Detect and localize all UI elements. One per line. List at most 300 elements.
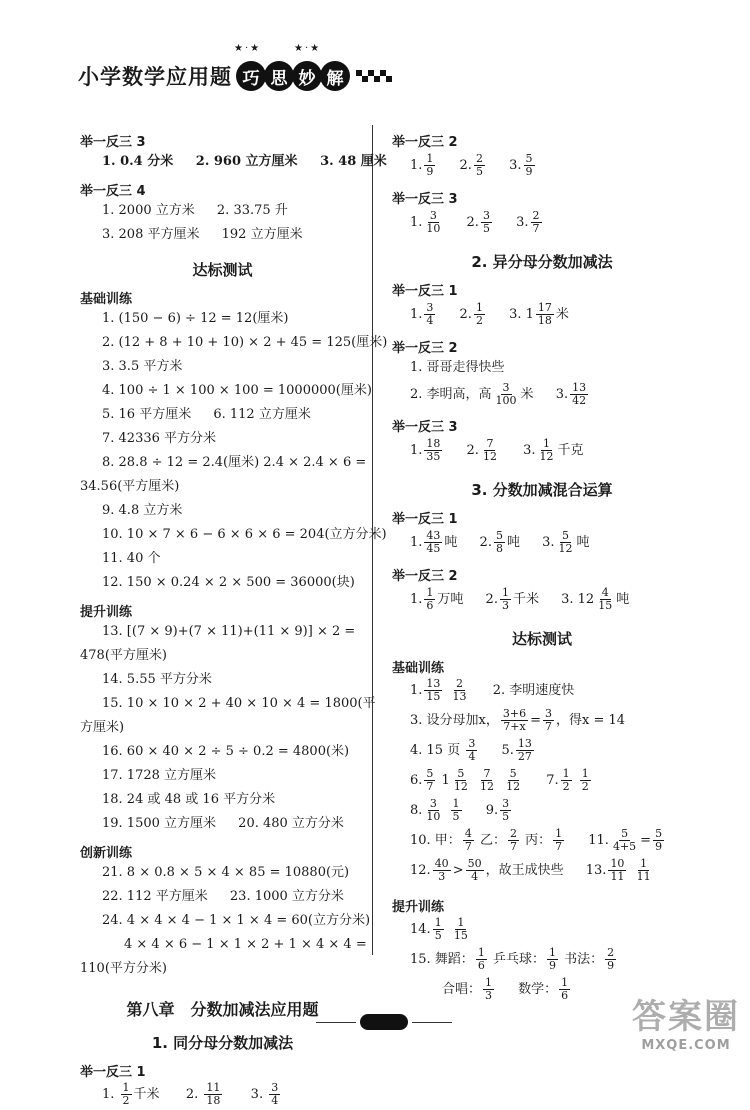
answer-line: 1. $\frac{1}{6}$ 万吨 2. $\frac{1}{3}$ 千米 3. 12 $\frac{4}{15}$ 吨 bbox=[410, 586, 630, 612]
numerator: 2 bbox=[456, 677, 464, 690]
fraction bbox=[424, 210, 442, 235]
numerator: 1 bbox=[543, 437, 550, 450]
answer: 23. 1000 立方分米 bbox=[229, 889, 344, 904]
answer: 14. bbox=[410, 922, 431, 937]
answer: 2. 960 立方厘米 bbox=[195, 154, 298, 169]
answer-line bbox=[392, 945, 692, 975]
denominator: 12 bbox=[479, 780, 494, 793]
denominator: 18 bbox=[206, 1094, 221, 1107]
section-heading: 提升训练 bbox=[80, 605, 133, 620]
answer: ，故王成快些 bbox=[485, 863, 564, 878]
answer-line: 4. 100 ÷ 1 × 100 × 100 = 1000000(厘米) bbox=[102, 383, 372, 398]
numerator: 5 bbox=[562, 529, 570, 542]
numerator: 5 bbox=[621, 827, 629, 840]
denominator: 9 bbox=[548, 959, 556, 972]
fraction bbox=[483, 977, 494, 1002]
answer: 合唱： bbox=[442, 982, 482, 997]
denominator: 100 bbox=[495, 394, 517, 407]
denominator: 18 bbox=[537, 314, 552, 327]
numerator: 3 bbox=[502, 381, 510, 394]
test-heading: 达标测试 bbox=[511, 630, 572, 648]
fraction bbox=[500, 798, 511, 823]
checker-decoration bbox=[356, 70, 392, 82]
page-footer bbox=[312, 1014, 456, 1030]
unit: 万吨 bbox=[437, 592, 464, 607]
answer: 5. bbox=[501, 743, 514, 758]
header-ball-group bbox=[234, 43, 348, 91]
numerator: 43 bbox=[426, 529, 441, 542]
denominator: 3 bbox=[438, 870, 446, 883]
answer-line: 24. 4 × 4 × 4 − 1 × 1 × 4 = 60(立方分米) bbox=[102, 913, 371, 928]
fraction bbox=[424, 678, 442, 703]
denominator: 4+5 bbox=[612, 840, 637, 853]
answer-line: 2. 李明高，高 $\frac{3}{100}$ 米 3. $\frac{13}{42}$ bbox=[410, 381, 587, 407]
answer: 7. bbox=[546, 773, 559, 788]
denominator: 9 bbox=[525, 165, 533, 178]
denominator: 3 bbox=[485, 989, 493, 1002]
answer: 数学： bbox=[518, 982, 558, 997]
fraction bbox=[580, 768, 591, 793]
numerator: 5 bbox=[655, 827, 663, 840]
answer: 15. 舞蹈： bbox=[410, 952, 474, 967]
page-header bbox=[78, 43, 392, 94]
denominator: 42 bbox=[572, 394, 587, 407]
numerator: 3 bbox=[271, 1081, 279, 1094]
fraction bbox=[508, 828, 519, 853]
star-icon: ★·★ bbox=[294, 43, 322, 54]
header-ball: 解 bbox=[320, 61, 350, 91]
answer: 书法： bbox=[564, 952, 604, 967]
fraction bbox=[494, 382, 519, 407]
fraction bbox=[451, 798, 462, 823]
fraction bbox=[561, 768, 572, 793]
numerator: 1 bbox=[426, 586, 434, 599]
denominator: 45 bbox=[426, 542, 441, 555]
answer: 192 立方厘米 bbox=[221, 227, 303, 242]
fraction bbox=[570, 382, 588, 407]
fraction bbox=[524, 153, 535, 178]
answer: 2. 33.75 升 bbox=[216, 203, 288, 218]
answer: 13. bbox=[585, 863, 607, 878]
denominator: 7 bbox=[555, 840, 563, 853]
equals: = bbox=[530, 713, 541, 728]
answer-line bbox=[80, 403, 365, 427]
answer-line bbox=[80, 199, 365, 223]
fraction bbox=[424, 587, 435, 612]
denominator: 5 bbox=[452, 810, 460, 823]
answer-line: 1. $\frac{43}{45}$ 吨 2. $\frac{5}{8}$ 吨 3. $\frac{5}{12}$ 吨 bbox=[410, 529, 590, 555]
answer: 1. 0.4 分米 bbox=[102, 154, 174, 169]
fraction bbox=[466, 738, 477, 763]
whole-number: 1 bbox=[441, 773, 450, 788]
answer-line: 9. 4.8 立方米 bbox=[102, 503, 183, 518]
denominator: 7 bbox=[426, 780, 434, 793]
section-heading: 举一反三 2 bbox=[392, 341, 458, 356]
numerator: 13 bbox=[517, 737, 532, 750]
fraction bbox=[500, 587, 511, 612]
denominator: 6 bbox=[426, 599, 434, 612]
numerator: 5 bbox=[457, 767, 465, 780]
fraction bbox=[547, 947, 558, 972]
whole-number: 1 bbox=[525, 307, 534, 322]
fraction bbox=[596, 587, 614, 612]
unit: 吨 bbox=[444, 535, 458, 550]
section-heading: 提升训练 bbox=[392, 900, 445, 915]
fraction bbox=[611, 828, 638, 853]
unit: 千米 bbox=[512, 592, 539, 607]
denominator: 11 bbox=[636, 870, 651, 883]
header-ball: 思 bbox=[264, 61, 294, 91]
answer: 5. 16 平方厘米 bbox=[102, 407, 192, 422]
numerator: 1 bbox=[434, 916, 442, 929]
right-column bbox=[392, 125, 692, 1005]
denominator: 2 bbox=[581, 780, 589, 793]
answer: 12. bbox=[410, 863, 431, 878]
fraction bbox=[557, 530, 575, 555]
numerator: 1 bbox=[555, 827, 563, 840]
answer: 6. 112 立方厘米 bbox=[213, 407, 311, 422]
denominator: 4 bbox=[426, 314, 434, 327]
answer-line: 110(平方分米) bbox=[80, 961, 167, 976]
section-heading: 举一反三 1 bbox=[80, 1065, 146, 1080]
answer-line: 8. $\frac{3}{10}$ $\frac{1}{5}$ 9. $\frac{3}{5}$ bbox=[410, 797, 510, 823]
denominator: 15 bbox=[426, 690, 441, 703]
answer-line bbox=[80, 1080, 365, 1110]
denominator: 5 bbox=[434, 929, 442, 942]
answer-line: 11. 40 个 bbox=[102, 551, 161, 566]
answer: 3. 设分母加x， bbox=[410, 713, 499, 728]
section-heading: 创新训练 bbox=[80, 846, 133, 861]
answer-line: 方厘米) bbox=[80, 720, 125, 735]
answer: 1. bbox=[102, 1087, 115, 1102]
answer-line bbox=[80, 150, 387, 174]
numerator: 3 bbox=[545, 707, 552, 720]
answer: 20. 480 立方分米 bbox=[238, 816, 344, 831]
fraction bbox=[531, 210, 542, 235]
fraction bbox=[478, 768, 496, 793]
unit: 吨 bbox=[616, 592, 630, 607]
denominator: 13 bbox=[452, 690, 467, 703]
denominator: 7 bbox=[509, 840, 517, 853]
answer-line: 12. 150 × 0.24 × 2 × 500 = 36000(块) bbox=[102, 575, 355, 590]
answer: 11. bbox=[588, 833, 609, 848]
denominator: 9 bbox=[607, 959, 615, 972]
numerator: 5 bbox=[509, 767, 517, 780]
star-icon: ★·★ bbox=[234, 43, 262, 54]
watermark-logo: 答案圈 bbox=[632, 997, 740, 1037]
numerator: 7 bbox=[483, 767, 491, 780]
answer-line: 10. 甲： $\frac{4}{7}$ 乙： $\frac{2}{7}$ 丙： $\frac{1}{7}$ 11. $\frac{5}{4+5}$ = $\frac{5}{9}$ bbox=[410, 827, 663, 853]
watermark-url: MXQE.COM bbox=[641, 1038, 731, 1053]
answer-line: 1. 哥哥走得快些 bbox=[410, 360, 505, 375]
header-ball: 巧 bbox=[236, 61, 266, 91]
denominator: 12 bbox=[453, 780, 468, 793]
answer: 2. 李明高，高 bbox=[410, 387, 492, 402]
numerator: 1 bbox=[475, 301, 483, 314]
denominator: 4 bbox=[471, 870, 479, 883]
fraction bbox=[424, 768, 435, 793]
fraction bbox=[543, 708, 554, 733]
answer: 4. 15 页 bbox=[410, 743, 461, 758]
subsection-title: 1. 同分母分数加减法 bbox=[151, 1034, 294, 1052]
fraction bbox=[474, 153, 485, 178]
denominator: 9 bbox=[426, 165, 434, 178]
denominator: 7 bbox=[545, 720, 552, 733]
fraction bbox=[424, 153, 435, 178]
numerator: 13 bbox=[426, 677, 441, 690]
denominator: 15 bbox=[598, 599, 613, 612]
fraction bbox=[559, 977, 570, 1002]
fraction bbox=[553, 828, 564, 853]
answer-line: 18. 24 或 48 或 16 平方分米 bbox=[102, 792, 276, 807]
numerator: 50 bbox=[467, 857, 482, 870]
fraction bbox=[424, 438, 442, 463]
numerator: 11 bbox=[206, 1081, 221, 1094]
numerator: 1 bbox=[561, 976, 569, 989]
fraction bbox=[474, 302, 485, 327]
section-heading: 举一反三 3 bbox=[80, 135, 146, 150]
denominator: 7 bbox=[532, 222, 540, 235]
answer-line: 13. [(7 × 9)+(7 × 11)+(11 × 9)] × 2 = bbox=[102, 624, 356, 639]
denominator: 5 bbox=[502, 810, 510, 823]
test-heading: 达标测试 bbox=[192, 261, 253, 279]
answer-line: 21. 8 × 0.8 × 5 × 4 × 85 = 10880(元) bbox=[102, 865, 350, 880]
answer-line: 15. 10 × 10 × 2 + 40 × 10 × 4 = 1800(平 bbox=[102, 696, 376, 711]
numerator: 5 bbox=[426, 767, 434, 780]
numerator: 3 bbox=[468, 737, 476, 750]
numerator: 1 bbox=[122, 1081, 130, 1094]
denominator: 12 bbox=[539, 450, 554, 463]
page-number-pill bbox=[360, 1014, 408, 1030]
section-heading: 举一反三 3 bbox=[392, 192, 458, 207]
answer: 19. 1500 立方厘米 bbox=[102, 816, 217, 831]
denominator: 4 bbox=[468, 750, 476, 763]
fraction bbox=[501, 708, 528, 733]
section-heading: 基础训练 bbox=[80, 292, 133, 307]
denominator: 2 bbox=[122, 1094, 130, 1107]
fraction bbox=[269, 1082, 280, 1107]
answer-line: 1. $\frac{3}{10}$ 2. $\frac{3}{5}$ 3. $\frac{2}{7}$ bbox=[410, 209, 540, 235]
answer-line bbox=[80, 812, 365, 836]
fraction bbox=[538, 438, 556, 463]
denominator: 35 bbox=[426, 450, 441, 463]
answer-line: 2. (12 + 8 + 10 + 10) × 2 + 45 = 125(厘米) bbox=[102, 335, 388, 350]
denominator: 6 bbox=[477, 959, 485, 972]
fraction bbox=[481, 438, 499, 463]
numerator: 7 bbox=[486, 437, 494, 450]
answer: 10. 甲： bbox=[410, 833, 461, 848]
numerator: 2 bbox=[607, 946, 615, 959]
numerator: 1 bbox=[501, 586, 509, 599]
numerator: 1 bbox=[485, 976, 493, 989]
denominator: 2 bbox=[562, 780, 570, 793]
answer-line: 10. 10 × 7 × 6 − 6 × 6 × 6 = 204(立方分米) bbox=[102, 527, 387, 542]
numerator: 10 bbox=[610, 857, 625, 870]
answer-line bbox=[392, 736, 692, 766]
numerator: 1 bbox=[457, 916, 465, 929]
denominator: 5 bbox=[482, 222, 490, 235]
denominator: 9 bbox=[655, 840, 663, 853]
numerator: 3 bbox=[429, 797, 437, 810]
answer-line: 1. $\frac{1}{9}$ 2. $\frac{2}{5}$ 3. $\frac{5}{9}$ bbox=[410, 152, 533, 178]
answer-line: 1. $\frac{3}{4}$ 2. $\frac{1}{2}$ 3. 1 $\frac{17}{18}$ 米 bbox=[410, 301, 569, 327]
fraction bbox=[433, 858, 451, 883]
numerator: 1 bbox=[562, 767, 570, 780]
numerator: 40 bbox=[434, 857, 449, 870]
answer: 2. bbox=[185, 1087, 199, 1102]
section-heading: 举一反三 3 bbox=[392, 420, 458, 435]
unit: 米 bbox=[520, 387, 534, 402]
subsection-title: 3. 分数加减混合运算 bbox=[471, 481, 613, 499]
footer-rule bbox=[412, 1022, 452, 1023]
answer-line: 8. 28.8 ÷ 12 = 2.4(厘米) 2.4 × 2.4 × 6 = bbox=[102, 455, 367, 470]
fraction bbox=[536, 302, 554, 327]
fraction bbox=[608, 858, 626, 883]
numerator: 3 bbox=[502, 797, 510, 810]
fraction bbox=[121, 1082, 132, 1107]
numerator: 5 bbox=[495, 529, 503, 542]
numerator: 3 bbox=[426, 301, 434, 314]
answer-line: 1. (150 − 6) ÷ 12 = 12(厘米) bbox=[102, 311, 289, 326]
fraction bbox=[494, 530, 505, 555]
answer-line bbox=[392, 915, 692, 945]
fraction bbox=[204, 1082, 222, 1107]
answer-line: 3. 3.5 平方米 bbox=[102, 359, 183, 374]
fraction bbox=[516, 738, 534, 763]
header-ball: 妙 bbox=[292, 61, 322, 91]
answer: 丙： bbox=[525, 833, 552, 848]
numerator: 2 bbox=[509, 827, 517, 840]
numerator: 2 bbox=[532, 209, 540, 222]
subsection-title: 2. 异分母分数加减法 bbox=[471, 253, 613, 271]
answer: 3. 48 厘米 bbox=[320, 154, 387, 169]
answer-line: 7. 42336 平方分米 bbox=[102, 431, 217, 446]
whole-number: 12 bbox=[577, 592, 595, 607]
answer: 1. 2000 立方米 bbox=[102, 203, 195, 218]
fraction bbox=[463, 828, 474, 853]
fraction bbox=[424, 798, 442, 823]
section-heading: 举一反三 1 bbox=[392, 284, 458, 299]
answer-line bbox=[80, 223, 365, 247]
numerator: 4 bbox=[464, 827, 472, 840]
unit: 米 bbox=[555, 307, 569, 322]
denominator: 12 bbox=[506, 780, 521, 793]
denominator: 12 bbox=[482, 450, 497, 463]
numerator: 1 bbox=[581, 767, 589, 780]
answer-line: 34.56(平方厘米) bbox=[80, 479, 180, 494]
denominator: 3 bbox=[501, 599, 509, 612]
denominator: 11 bbox=[610, 870, 625, 883]
answer: 3. 208 平方厘米 bbox=[102, 227, 200, 242]
fraction bbox=[424, 302, 435, 327]
denominator: 10 bbox=[426, 222, 441, 235]
answer: 9. bbox=[485, 803, 499, 818]
section-heading: 举一反三 2 bbox=[392, 569, 458, 584]
fraction bbox=[481, 210, 492, 235]
fraction bbox=[605, 947, 616, 972]
answer-line: 4 × 4 × 6 − 1 × 1 × 2 + 1 × 4 × 4 = bbox=[124, 937, 367, 952]
fraction bbox=[451, 678, 469, 703]
denominator: 6 bbox=[561, 989, 569, 1002]
left-column bbox=[80, 125, 388, 1110]
denominator: 7+x bbox=[503, 720, 526, 733]
fraction bbox=[653, 828, 664, 853]
denominator: 10 bbox=[426, 810, 441, 823]
fraction bbox=[504, 768, 522, 793]
denominator: 27 bbox=[517, 750, 532, 763]
numerator: 1 bbox=[452, 797, 460, 810]
footer-rule bbox=[316, 1022, 356, 1023]
section-heading: 基础训练 bbox=[392, 661, 445, 676]
answer: 乒乓球： bbox=[492, 952, 545, 967]
denominator: 7 bbox=[464, 840, 472, 853]
unit: 吨 bbox=[576, 535, 590, 550]
fraction bbox=[452, 768, 470, 793]
numerator: 3 bbox=[482, 209, 490, 222]
section-heading: 举一反三 1 bbox=[392, 512, 458, 527]
numerator: 1 bbox=[477, 946, 485, 959]
denominator: 15 bbox=[453, 929, 468, 942]
denominator: 5 bbox=[475, 165, 483, 178]
numerator: 18 bbox=[426, 437, 441, 450]
section-heading: 举一反三 2 bbox=[392, 135, 458, 150]
answer: 22. 112 平方厘米 bbox=[102, 889, 208, 904]
numerator: 1 bbox=[548, 946, 556, 959]
header-title: 小学数学应用题 bbox=[78, 65, 232, 89]
fraction bbox=[433, 917, 444, 942]
chapter-title: 第八章 分数加减法应用题 bbox=[126, 1000, 319, 1019]
answer-line: 1. $\frac{13}{15}$ $\frac{2}{13}$ 2. 李明速度快 bbox=[410, 677, 575, 703]
answer: ，得x = 14 bbox=[556, 713, 626, 728]
answer: 3. bbox=[250, 1087, 264, 1102]
denominator: 2 bbox=[475, 314, 483, 327]
fraction bbox=[424, 530, 442, 555]
unit: 千米 bbox=[133, 1087, 160, 1102]
numerator: 3+6 bbox=[502, 707, 527, 720]
answer-line: 16. 60 × 40 × 2 ÷ 5 ÷ 0.2 = 4800(米) bbox=[102, 744, 350, 759]
fraction bbox=[466, 858, 484, 883]
answer-line: 14. 5.55 平方分米 bbox=[102, 672, 212, 687]
fraction bbox=[635, 858, 653, 883]
numerator: 4 bbox=[601, 586, 609, 599]
answer-line bbox=[392, 706, 692, 736]
unit: 千克 bbox=[557, 443, 584, 458]
answer-line: 17. 1728 立方厘米 bbox=[102, 768, 217, 783]
numerator: 13 bbox=[572, 381, 587, 394]
numerator: 3 bbox=[429, 209, 437, 222]
numerator: 5 bbox=[525, 152, 533, 165]
denominator: 12 bbox=[558, 542, 573, 555]
answer: 乙： bbox=[479, 833, 506, 848]
numerator: 1 bbox=[426, 152, 434, 165]
answer-line: 1. $\frac{18}{35}$ 2. $\frac{7}{12}$ 3. $\frac{1}{12}$ 千克 bbox=[410, 437, 584, 463]
fraction bbox=[476, 947, 487, 972]
numerator: 2 bbox=[475, 152, 483, 165]
denominator: 4 bbox=[271, 1094, 279, 1107]
section-heading: 举一反三 4 bbox=[80, 184, 146, 199]
numerator: 1 bbox=[640, 857, 648, 870]
fraction bbox=[452, 917, 470, 942]
denominator: 8 bbox=[495, 542, 503, 555]
watermark bbox=[632, 989, 740, 1053]
answer: 2. 李明速度快 bbox=[492, 683, 575, 698]
answer-line: 478(平方厘米) bbox=[80, 648, 167, 663]
unit: 吨 bbox=[506, 535, 520, 550]
answer-line bbox=[80, 885, 365, 909]
answer-line: 12. $\frac{40}{3}$ > $\frac{50}{4}$ ，故王成快些 13. $\frac{10}{11}$ $\frac{1}{11}$ bbox=[410, 857, 651, 883]
numerator: 17 bbox=[537, 301, 552, 314]
answer-line: 6. $\frac{5}{7}$ 1 $\frac{5}{12}$ $\frac{7}{12}$ $\frac{5}{12}$ 7. $\frac{1}{2}$ $\frac{1}{2}$ bbox=[410, 767, 589, 793]
